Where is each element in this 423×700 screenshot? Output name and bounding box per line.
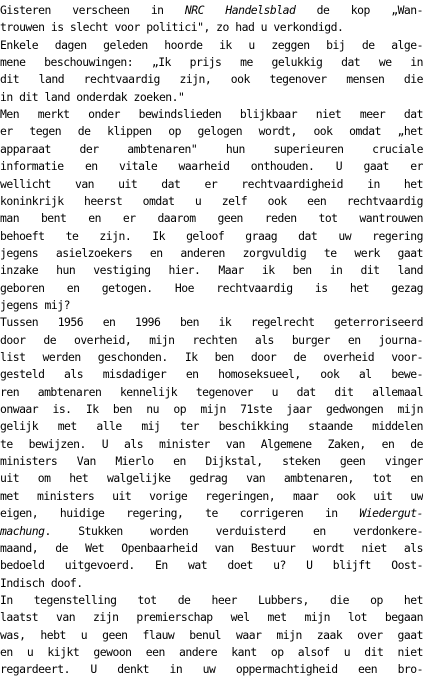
text-run: er tegen de klippen op gelogen wordt, ook omdat „het bbox=[0, 124, 423, 139]
text-run: koninkrijk heerst omdat u zelf ook een rechtvaardig bbox=[0, 193, 423, 208]
text-line bbox=[0, 557, 423, 575]
text-line bbox=[0, 609, 423, 627]
text-line bbox=[0, 106, 423, 124]
italic-run: machung bbox=[0, 523, 45, 538]
text-line bbox=[0, 245, 423, 263]
text-line bbox=[0, 488, 423, 506]
text-line bbox=[0, 332, 423, 350]
text-run: eigen, huidige regering, te corrigeren in bbox=[0, 506, 360, 521]
text-line bbox=[0, 262, 423, 280]
text-run: gesteld als misdadiger en homoseksueel, ook al bewe- bbox=[0, 367, 423, 382]
text-run: jegens asielzoekers en anderen zorgvuldig te werk gaat bbox=[0, 245, 423, 260]
text-line bbox=[0, 19, 423, 37]
text-run: man bent en er daarom geen reden tot wantrouwen bbox=[0, 211, 423, 226]
text-line bbox=[0, 71, 423, 89]
text-run: Enkele dagen geleden hoorde ik u zeggen bij de alge- bbox=[0, 37, 423, 52]
text-run: wellicht van uit dat er rechtvaardigheid in het bbox=[0, 176, 423, 191]
text-run: Tussen 1956 en 1996 ben ik regelrecht geterroriseerd bbox=[0, 315, 423, 330]
text-line bbox=[0, 505, 423, 523]
text-run: ministers Van Mierlo en Dijkstal, steken geen vinger bbox=[0, 454, 423, 469]
text-line bbox=[0, 470, 423, 488]
text-run: informatie en vitale waarheid onthouden. U gaat er bbox=[0, 159, 423, 174]
text-line bbox=[0, 349, 423, 367]
text-line bbox=[0, 228, 423, 246]
text-line bbox=[0, 575, 423, 593]
text-run: Gisteren verscheen in bbox=[0, 3, 185, 17]
text-run: . Stukken worden verduisterd en verdonkere- bbox=[44, 523, 423, 538]
text-line bbox=[0, 540, 423, 558]
text-run: list werden geschonden. Ik ben door de overheid voor- bbox=[0, 350, 423, 364]
text-run: te bewijzen. U als minister van Algemene Zaken, en de bbox=[0, 436, 423, 451]
text-run: inzake hun vestiging hier. Maar ik ben in dit land bbox=[0, 263, 423, 278]
text-run: onwaar is. Ik ben nu op mijn 71ste jaar gedwongen mijn bbox=[0, 402, 423, 417]
text-run: laatst van zijn premierschap wel met mijn lot begaan bbox=[0, 610, 423, 625]
text-line bbox=[0, 661, 423, 679]
text-run: uit om het walgelijke gedrag van ambtenaren, tot en bbox=[0, 471, 423, 486]
text-run: was, hebt u geen flauw benul waar mijn zaak over gaat bbox=[0, 627, 423, 642]
text-line bbox=[0, 366, 423, 384]
text-line bbox=[0, 89, 423, 107]
text-line bbox=[0, 644, 423, 662]
text-line bbox=[0, 193, 423, 211]
text-line bbox=[0, 384, 423, 402]
text-line bbox=[0, 627, 423, 645]
text-run: Men merkt onder bewindslieden blijkbaar niet meer dat bbox=[0, 107, 423, 122]
text-line bbox=[0, 2, 423, 20]
text-run: met ministers uit vorige regeringen, maar ook uit uw bbox=[0, 488, 423, 503]
text-line bbox=[0, 297, 423, 315]
text-line bbox=[0, 592, 423, 610]
italic-run: Wiedergut- bbox=[359, 506, 423, 521]
text-line bbox=[0, 54, 423, 72]
text-run: door de overheid, mijn rechten als burger en journa- bbox=[0, 332, 423, 347]
text-line bbox=[0, 523, 423, 541]
text-run: Indisch doof. bbox=[0, 575, 83, 590]
italic-run: NRC Handelsblad bbox=[184, 3, 296, 17]
text-run: jegens mij? bbox=[0, 297, 70, 312]
text-line bbox=[0, 401, 423, 419]
text-run: trouwen is slecht voor politici", zo had u verkondigd. bbox=[0, 20, 344, 35]
text-run: in dit land onderdak zoeken." bbox=[0, 89, 185, 104]
text-line bbox=[0, 418, 423, 436]
text-run: regardeert. U denkt in uw oppermachtigheid een bro- bbox=[0, 662, 423, 677]
text-line bbox=[0, 176, 423, 194]
text-line bbox=[0, 123, 423, 141]
text-run: bedoeld uitgevoerd. En wat doet u? U blijft Oost- bbox=[0, 558, 423, 573]
text-run: apparaat der ambtenaren" hun superieuren cruciale bbox=[0, 141, 423, 156]
text-line bbox=[0, 436, 423, 454]
text-line bbox=[0, 314, 423, 332]
text-line bbox=[0, 141, 423, 159]
text-run: In tegenstelling tot de heer Lubbers, die op het bbox=[0, 592, 423, 607]
text-line bbox=[0, 280, 423, 298]
text-run: mene beschouwingen: „Ik prijs me gelukkig dat we in bbox=[0, 55, 423, 70]
text-line bbox=[0, 210, 423, 228]
text-run: geboren en getogen. Hoe rechtvaardig is het gezag bbox=[0, 280, 423, 295]
text-run: gelijk met alle mij ter beschikking staande middelen bbox=[0, 419, 423, 434]
text-line bbox=[0, 158, 423, 176]
text-run: en u kijkt gewoon een andere kant op alsof u dit niet bbox=[0, 644, 423, 659]
text-run: de kop „Wan- bbox=[295, 3, 423, 17]
text-run: ren ambtenaren kennelijk tegenover u dat dit allemaal bbox=[0, 384, 423, 399]
text-run: behoeft te zijn. Ik geloof graag dat uw regering bbox=[0, 228, 423, 243]
text-line bbox=[0, 37, 423, 55]
text-line bbox=[0, 453, 423, 471]
text-run: maand, de Wet Openbaarheid van Bestuur wordt niet als bbox=[0, 540, 423, 555]
text-run: dit land rechtvaardig zijn, ook tegenover mensen die bbox=[0, 72, 423, 87]
